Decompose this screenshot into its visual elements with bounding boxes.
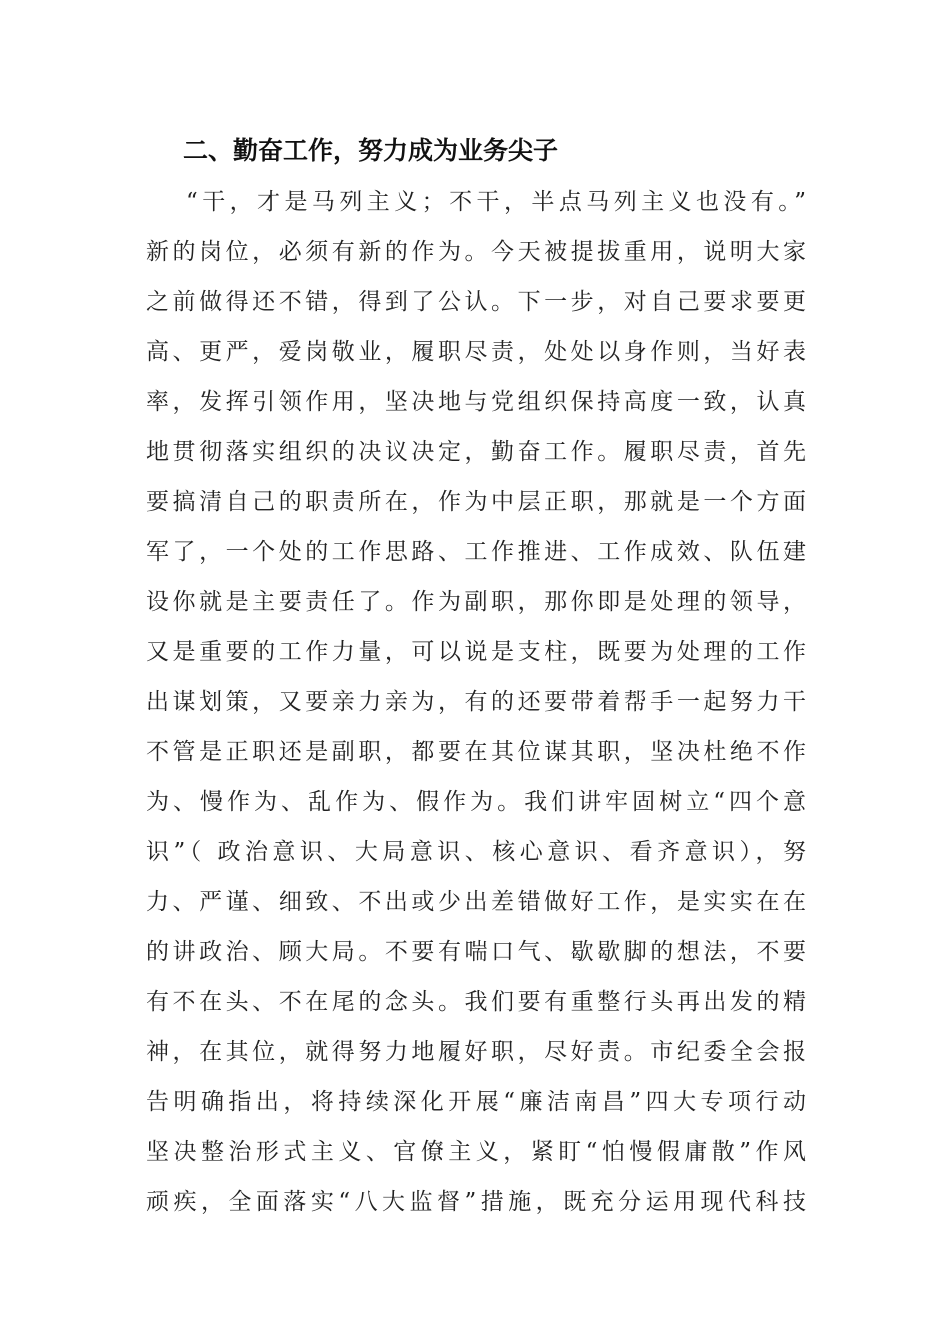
text-line: 率，发挥引领作用，坚决地与党组织保持高度一致，认真 bbox=[146, 389, 806, 415]
text-line: 高、更严，爱岗敬业，履职尽责，处处以身作则，当好表 bbox=[146, 339, 806, 365]
text-line: 识”（ 政治意识、大局意识、核心意识、看齐意识），努 bbox=[146, 839, 806, 865]
text-line: 力、严谨、细致、不出或少出差错做好工作，是实实在在 bbox=[146, 889, 806, 915]
text-line: 设你就是主要责任了。作为副职，那你即是处理的领导， bbox=[146, 589, 806, 615]
text-line: 又是重要的工作力量，可以说是支柱，既要为处理的工作 bbox=[146, 639, 806, 665]
text-line: 军了，一个处的工作思路、工作推进、工作成效、队伍建 bbox=[146, 539, 806, 565]
text-line: 坚决整治形式主义、官僚主义，紧盯“怕慢假庸散”作风 bbox=[146, 1139, 806, 1165]
text-line: 出谋划策，又要亲力亲为，有的还要带着帮手一起努力干 bbox=[146, 689, 806, 715]
text-line: 告明确指出，将持续深化开展“廉洁南昌”四大专项行动 bbox=[146, 1089, 806, 1115]
section-heading: 二、勤奋工作，努力成为业务尖子 bbox=[183, 136, 559, 165]
text-line: 神，在其位，就得努力地履好职，尽好责。市纪委全会报 bbox=[146, 1039, 806, 1065]
text-line: 地贯彻落实组织的决议决定，勤奋工作。履职尽责，首先 bbox=[146, 439, 806, 465]
text-line: 为、慢作为、乱作为、假作为。我们讲牢固树立“四个意 bbox=[146, 789, 806, 815]
body-text bbox=[146, 177, 806, 1227]
text-line: 的讲政治、顾大局。不要有喘口气、歇歇脚的想法，不要 bbox=[146, 939, 806, 965]
text-line: 有不在头、不在尾的念头。我们要有重整行头再出发的精 bbox=[146, 989, 806, 1015]
text-line: “干，才是马列主义；不干，半点马列主义也没有。” bbox=[186, 189, 806, 215]
text-line: 要搞清自己的职责所在，作为中层正职，那就是一个方面 bbox=[146, 489, 806, 515]
text-line: 之前做得还不错，得到了公认。下一步，对自己要求要更 bbox=[146, 289, 806, 315]
text-line: 新的岗位，必须有新的作为。今天被提拔重用，说明大家 bbox=[146, 239, 806, 265]
text-line: 不管是正职还是副职，都要在其位谋其职，坚决杜绝不作 bbox=[146, 739, 806, 765]
text-line: 顽疾，全面落实“八大监督”措施，既充分运用现代科技 bbox=[146, 1189, 806, 1215]
